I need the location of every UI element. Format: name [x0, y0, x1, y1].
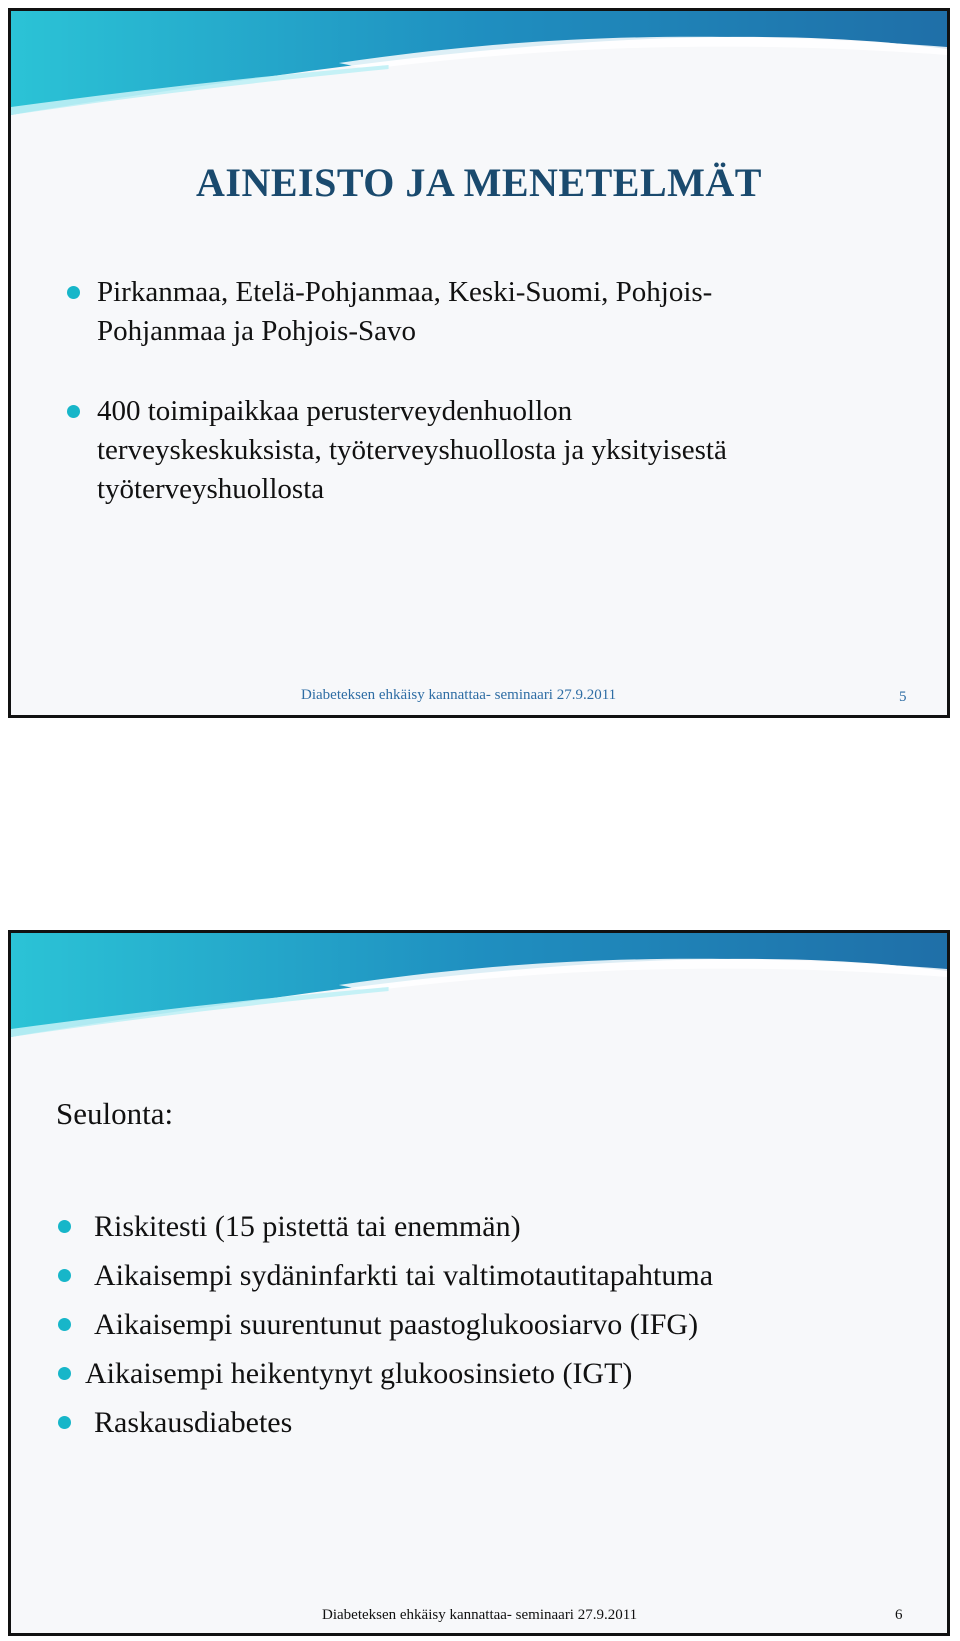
section-heading: Seulonta: — [56, 1096, 174, 1131]
slide-title: AINEISTO JA MENETELMÄT — [196, 160, 762, 205]
bullet-icon — [58, 1269, 71, 1282]
header-wave-decoration — [11, 933, 947, 1043]
slide-5 — [8, 8, 950, 718]
bullet-list — [58, 1202, 918, 1447]
slide-footer: Diabeteksen ehkäisy kannattaa- seminaari 27.9.2011 — [301, 687, 617, 703]
bullet-icon — [58, 1416, 71, 1429]
header-wave-decoration — [11, 11, 947, 121]
bullet-icon — [67, 286, 80, 299]
list-item — [58, 1398, 918, 1447]
bullet-icon — [58, 1367, 71, 1380]
bullet-icon — [67, 405, 80, 418]
page-number: 5 — [899, 689, 907, 705]
slide-footer: Diabeteksen ehkäisy kannattaa- seminaari 27.9.2011 — [322, 1607, 638, 1623]
bullet-text: Raskausdiabetes — [94, 1406, 293, 1439]
list-item — [67, 392, 907, 509]
bullet-text-line: työterveyshuollosta — [97, 473, 325, 505]
bullet-icon — [58, 1318, 71, 1331]
bullet-text: Aikaisempi suurentunut paastoglukoosiarvo (IFG) — [94, 1308, 699, 1341]
list-item — [58, 1300, 918, 1349]
list-item — [67, 273, 907, 351]
bullet-icon — [58, 1220, 71, 1233]
bullet-text-line: terveyskeskuksista, työterveyshuollosta ja yksityisestä — [97, 434, 727, 466]
bullet-text: Aikaisempi heikentynyt glukoosinsieto (IGT) — [85, 1357, 633, 1390]
bullet-text-line: Pirkanmaa, Etelä-Pohjanmaa, Keski-Suomi, Pohjois- — [97, 276, 713, 308]
bullet-text-line: 400 toimipaikkaa perusterveydenhuollon — [97, 395, 573, 427]
bullet-list — [67, 273, 907, 550]
list-item — [58, 1349, 918, 1398]
page-number: 6 — [895, 1607, 903, 1623]
bullet-text: Riskitesti (15 pistettä tai enemmän) — [94, 1210, 521, 1243]
list-item — [58, 1251, 918, 1300]
list-item — [58, 1202, 918, 1251]
bullet-text: Aikaisempi sydäninfarkti tai valtimotautitapahtuma — [94, 1259, 714, 1292]
bullet-text-line: Pohjanmaa ja Pohjois-Savo — [97, 315, 416, 347]
